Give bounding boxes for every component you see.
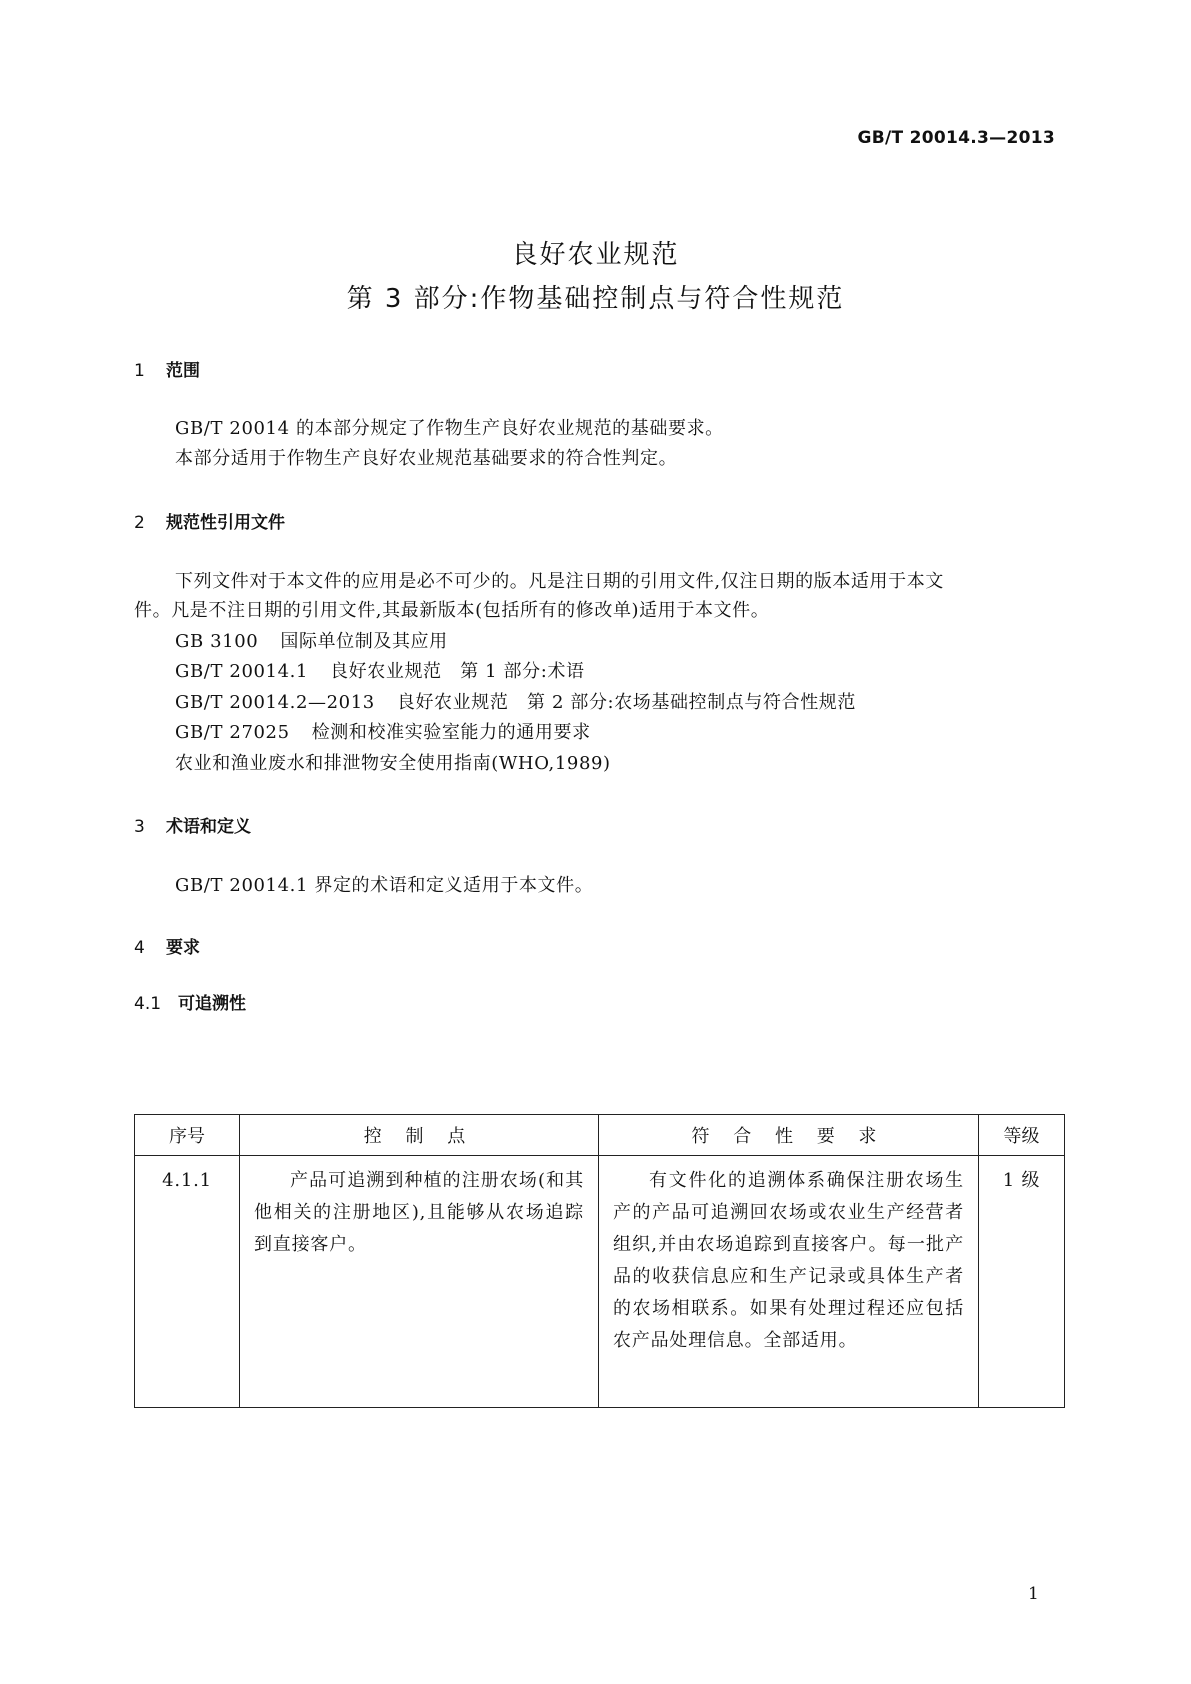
paragraph: GB/T 20014 的本部分规定了作物生产良好农业规范的基础要求。 <box>175 418 724 439</box>
reference-title: 良好农业规范 第 1 部分:术语 <box>330 661 585 682</box>
section-number: 1 <box>134 361 145 381</box>
section-1-heading <box>134 356 200 381</box>
paragraph: GB/T 20014.1 界定的术语和定义适用于本文件。 <box>175 875 594 896</box>
section-3-heading <box>134 812 251 837</box>
reference-item <box>175 688 856 714</box>
section-number: 4 <box>134 938 145 958</box>
reference-title: 良好农业规范 第 2 部分:农场基础控制点与符合性规范 <box>396 692 857 713</box>
table-row <box>135 1156 1065 1408</box>
paragraph: 件。凡是不注日期的引用文件,其最新版本(包括所有的修改单)适用于本文件。 <box>134 600 770 621</box>
paragraph: 本部分适用于作物生产良好农业规范基础要求的符合性判定。 <box>175 448 678 469</box>
cell-seq: 4.1.1 <box>135 1156 240 1408</box>
reference-code: GB/T 27025 <box>175 722 290 743</box>
section-4-heading <box>134 933 200 958</box>
reference-item: 农业和渔业废水和排泄物安全使用指南(WHO,1989) <box>175 753 611 774</box>
section-number: 3 <box>134 817 145 837</box>
section-2-heading <box>134 508 285 533</box>
reference-title: 国际单位制及其应用 <box>280 631 448 652</box>
cell-requirement: 有文件化的追溯体系确保注册农场生产的产品可追溯回农场或农业生产经营者组织,并由农场追踪到直接客户。每一批产品的收获信息应和生产记录或具体生产者的农场相联系。如果有处理过程还应包括农产品处理信息。全部适用。 <box>599 1156 979 1408</box>
reference-item <box>175 657 585 683</box>
reference-code: GB/T 20014.1 <box>175 661 309 682</box>
subsection-number: 4.1 <box>134 994 162 1014</box>
control-points-table <box>134 1114 1065 1408</box>
table-header-row <box>135 1115 1065 1156</box>
reference-code: GB/T 20014.2—2013 <box>175 692 375 713</box>
section-title: 范围 <box>166 361 200 381</box>
header-level: 等级 <box>979 1115 1065 1156</box>
section-title: 规范性引用文件 <box>166 513 285 533</box>
subsection-4-1-heading <box>134 989 246 1014</box>
cell-level: 1 级 <box>979 1156 1065 1408</box>
document-subtitle: 第 3 部分:作物基础控制点与符合性规范 <box>346 284 845 314</box>
reference-code: GB 3100 <box>175 631 259 652</box>
reference-title: 检测和校准实验室能力的通用要求 <box>311 722 591 743</box>
paragraph: 下列文件对于本文件的应用是必不可少的。凡是注日期的引用文件,仅注日期的版本适用于本文 <box>175 571 944 592</box>
reference-item <box>175 627 448 653</box>
section-title: 要求 <box>166 938 200 958</box>
document-title: 良好农业规范 <box>511 240 680 270</box>
header-control-point: 控 制 点 <box>240 1115 599 1156</box>
section-title: 术语和定义 <box>166 817 251 837</box>
reference-item <box>175 718 591 744</box>
cell-control-point: 产品可追溯到种植的注册农场(和其他相关的注册地区),且能够从农场追踪到直接客户。 <box>240 1156 599 1408</box>
subsection-title: 可追溯性 <box>178 994 246 1014</box>
section-number: 2 <box>134 513 145 533</box>
header-requirement: 符 合 性 要 求 <box>599 1115 979 1156</box>
header-seq: 序号 <box>135 1115 240 1156</box>
standard-code: GB/T 20014.3—2013 <box>857 128 1055 148</box>
page-number: 1 <box>1028 1584 1039 1604</box>
